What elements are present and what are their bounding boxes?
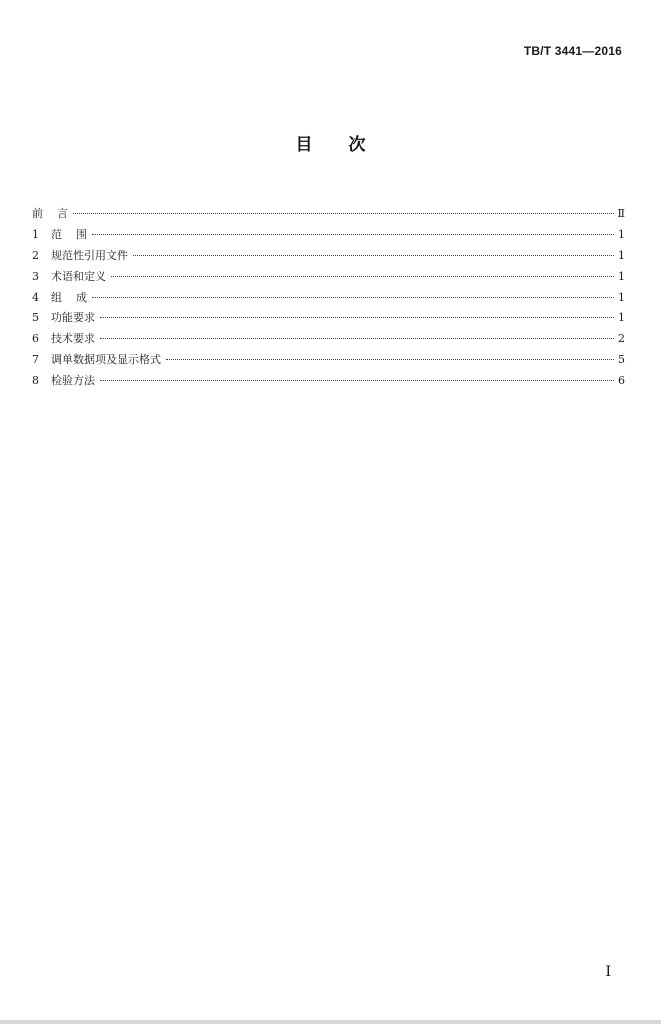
standard-code: TB/T 3441—2016 — [523, 44, 622, 58]
page-bottom-edge — [0, 1020, 661, 1024]
toc-leader-dots — [100, 317, 614, 318]
toc-entry-title: 组 成 — [51, 290, 87, 304]
toc-entry-page: 1 — [618, 290, 625, 304]
toc-entry-title: 功能要求 — [51, 311, 95, 325]
toc-entry-composition[interactable] — [32, 288, 625, 309]
toc-entry-title: 术语和定义 — [51, 269, 106, 283]
toc-entry-title: 规范性引用文件 — [51, 248, 128, 262]
toc-entry-functional-requirements[interactable] — [32, 308, 625, 329]
toc-entry-page: 2 — [618, 332, 625, 346]
toc-entry-test-methods[interactable] — [32, 371, 625, 392]
toc-entry-number: 5 — [32, 311, 39, 325]
toc-leader-dots — [100, 338, 614, 339]
toc-entry-page: 1 — [618, 227, 625, 241]
toc-entry-page: Ⅱ — [617, 207, 625, 220]
table-of-contents — [32, 204, 625, 392]
toc-leader-dots — [133, 255, 614, 256]
toc-entry-page: 1 — [618, 311, 625, 325]
toc-entry-title: 检验方法 — [51, 374, 95, 388]
toc-leader-dots — [111, 276, 614, 277]
toc-entry-number: 8 — [32, 374, 39, 388]
toc-leader-dots — [100, 380, 614, 381]
toc-entry-title: 技术要求 — [51, 332, 95, 346]
toc-entry-technical-requirements[interactable] — [32, 329, 625, 350]
toc-entry-terms-definitions[interactable] — [32, 267, 625, 288]
toc-entry-page: 1 — [618, 269, 625, 283]
toc-leader-dots — [73, 213, 614, 214]
toc-entry-title: 调单数据项及显示格式 — [51, 353, 161, 367]
page-number: I — [605, 964, 611, 980]
toc-entry-number: 7 — [32, 353, 39, 367]
toc-entry-page: 5 — [618, 353, 625, 367]
toc-entry-title: 范 围 — [51, 227, 87, 241]
toc-entry-scope[interactable] — [32, 225, 625, 246]
toc-entry-page: 1 — [618, 248, 625, 262]
toc-entry-data-items-display[interactable] — [32, 350, 625, 371]
toc-entry-number: 4 — [32, 290, 39, 304]
toc-entry-foreword[interactable] — [32, 204, 625, 225]
toc-entry-title: 前 言 — [32, 207, 68, 220]
toc-leader-dots — [166, 359, 614, 360]
toc-leader-dots — [92, 234, 614, 235]
toc-leader-dots — [92, 297, 614, 298]
toc-entry-number: 1 — [32, 227, 39, 241]
toc-entry-page: 6 — [618, 374, 625, 388]
toc-entry-normative-references[interactable] — [32, 246, 625, 267]
toc-entry-number: 2 — [32, 248, 39, 262]
toc-entry-number: 6 — [32, 332, 39, 346]
page-title: 目次 — [295, 135, 402, 155]
toc-entry-number: 3 — [32, 269, 39, 283]
